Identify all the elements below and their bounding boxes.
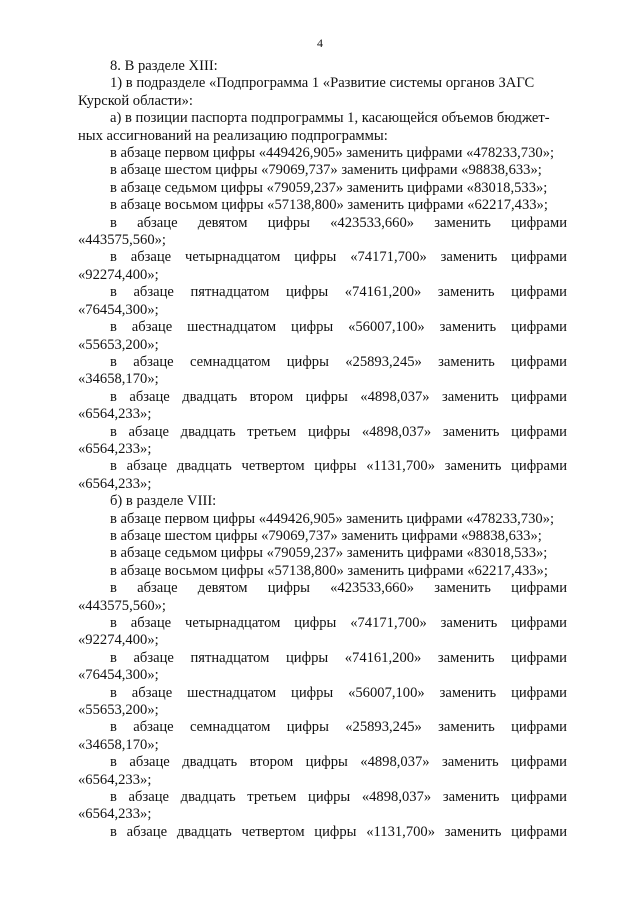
- paragraph: [78, 824, 567, 841]
- paragraph-line: в абзаце четырнадцатом цифры «74171,700» заменить цифрами: [110, 249, 567, 266]
- paragraph-line: «34658,170»;: [78, 371, 159, 388]
- paragraph: [78, 789, 567, 824]
- document-body: [78, 58, 567, 841]
- paragraph: в абзаце седьмом цифры «79059,237» заменить цифрами «83018,533»;: [110, 545, 548, 562]
- paragraph-line: «92274,400»;: [78, 632, 159, 649]
- paragraph-continuation: ных ассигнований на реализацию подпрограммы:: [78, 127, 388, 144]
- paragraph-line: «6564,233»;: [78, 440, 152, 457]
- paragraph: [78, 354, 567, 389]
- paragraph: [78, 458, 567, 493]
- paragraph-line: в абзаце пятнадцатом цифры «74161,200» заменить цифрами: [110, 284, 567, 301]
- paragraph-line: «443575,560»;: [78, 597, 166, 614]
- paragraph-line: «6564,233»;: [78, 771, 152, 788]
- paragraph-line: в абзаце двадцать третьем цифры «4898,037» заменить цифрами: [110, 789, 567, 806]
- paragraph: [78, 615, 567, 650]
- paragraph: [78, 424, 567, 459]
- paragraph: в абзаце первом цифры «449426,905» заменить цифрами «478233,730»;: [110, 510, 555, 527]
- paragraph: в абзаце восьмом цифры «57138,800» заменить цифрами «62217,433»;: [110, 562, 548, 579]
- paragraph: в абзаце восьмом цифры «57138,800» заменить цифрами «62217,433»;: [110, 197, 548, 214]
- paragraph: [78, 719, 567, 754]
- paragraph-line: в абзаце девятом цифры «423533,660» заменить цифрами: [110, 580, 567, 597]
- paragraph-line: «92274,400»;: [78, 266, 159, 283]
- paragraph: [78, 650, 567, 685]
- paragraph: [78, 685, 567, 720]
- paragraph-line: «6564,233»;: [78, 406, 152, 423]
- page-number: 4: [317, 36, 323, 50]
- paragraph-line: «55653,200»;: [78, 702, 159, 719]
- paragraph: [78, 284, 567, 319]
- paragraph: [78, 580, 567, 615]
- paragraph: [78, 215, 567, 250]
- paragraph-line: в абзаце двадцать втором цифры «4898,037» заменить цифрами: [110, 754, 567, 771]
- paragraph-line: «6564,233»;: [78, 806, 152, 823]
- paragraph: 1) в подразделе «Подпрограмма 1 «Развитие системы органов ЗАГС: [110, 75, 535, 92]
- paragraph-line: в абзаце девятом цифры «423533,660» заменить цифрами: [110, 214, 567, 231]
- paragraph: в абзаце шестом цифры «79069,737» заменить цифрами «98838,633»;: [110, 527, 542, 544]
- paragraph-line: в абзаце семнадцатом цифры «25893,245» заменить цифрами: [110, 353, 567, 370]
- paragraph-line: в абзаце двадцать четвертом цифры «1131,700» заменить цифрами: [110, 458, 567, 475]
- paragraph: [78, 249, 567, 284]
- paragraph: в абзаце шестом цифры «79069,737» заменить цифрами «98838,633»;: [110, 162, 542, 179]
- paragraph-line: в абзаце двадцать втором цифры «4898,037» заменить цифрами: [110, 388, 567, 405]
- paragraph-line: «6564,233»;: [78, 475, 152, 492]
- paragraph-line: в абзаце шестнадцатом цифры «56007,100» заменить цифрами: [110, 319, 567, 336]
- paragraph-line: в абзаце двадцать третьем цифры «4898,037» заменить цифрами: [110, 423, 567, 440]
- paragraph: в абзаце седьмом цифры «79059,237» заменить цифрами «83018,533»;: [110, 179, 548, 196]
- paragraph: б) в разделе VIII:: [110, 493, 217, 510]
- paragraph-line: «443575,560»;: [78, 232, 166, 249]
- paragraph: в абзаце первом цифры «449426,905» заменить цифрами «478233,730»;: [110, 145, 555, 162]
- paragraph-line: «34658,170»;: [78, 736, 159, 753]
- paragraph: [78, 389, 567, 424]
- paragraph-line: в абзаце пятнадцатом цифры «74161,200» заменить цифрами: [110, 649, 567, 666]
- paragraph-line: в абзаце семнадцатом цифры «25893,245» заменить цифрами: [110, 719, 567, 736]
- paragraph-line: в абзаце шестнадцатом цифры «56007,100» заменить цифрами: [110, 684, 567, 701]
- paragraph: [78, 319, 567, 354]
- paragraph: [78, 754, 567, 789]
- paragraph: 8. В разделе XIII:: [110, 58, 218, 74]
- paragraph: а) в позиции паспорта подпрограммы 1, касающейся объемов бюджет-: [110, 110, 550, 127]
- paragraph-line: «76454,300»;: [78, 301, 159, 318]
- paragraph-line: в абзаце двадцать четвертом цифры «1131,700» заменить цифрами: [110, 823, 567, 840]
- paragraph-line: «55653,200»;: [78, 336, 159, 353]
- paragraph-line: в абзаце четырнадцатом цифры «74171,700» заменить цифрами: [110, 615, 567, 631]
- paragraph-continuation: Курской области»:: [78, 92, 193, 109]
- paragraph-line: «76454,300»;: [78, 667, 159, 684]
